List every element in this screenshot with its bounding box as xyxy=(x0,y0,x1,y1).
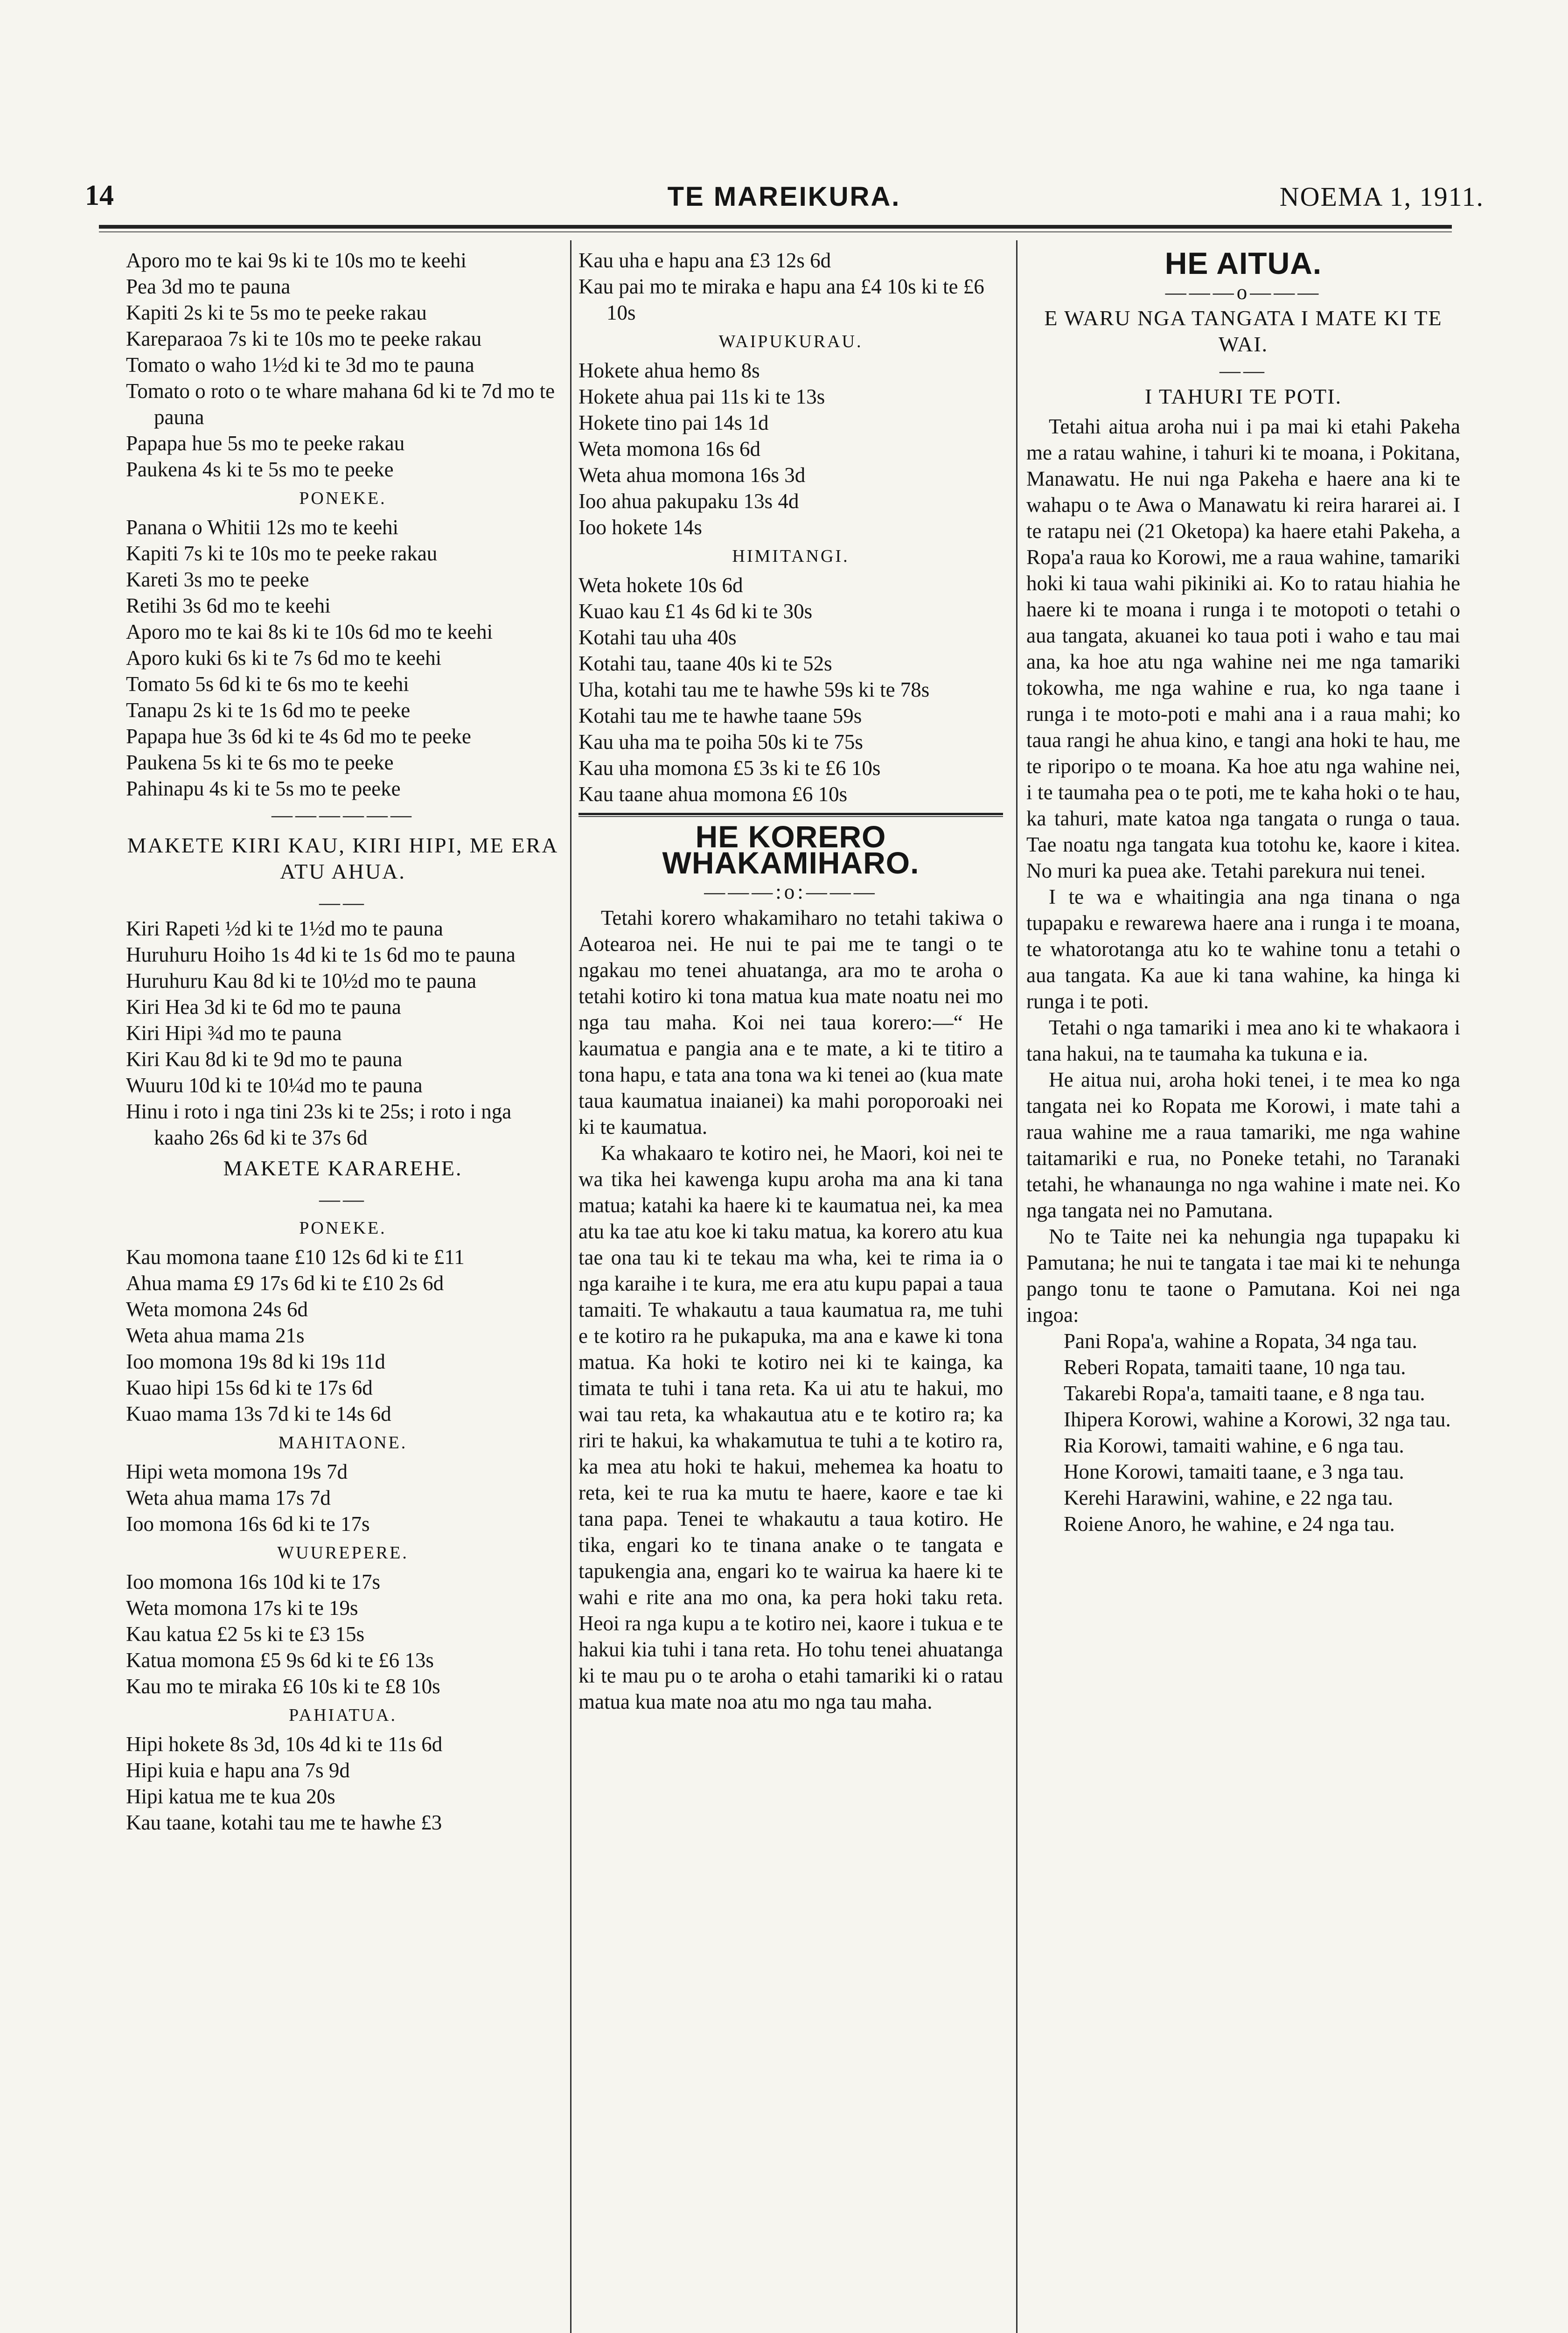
price-line: Papapa hue 3s 6d ki te 4s 6d mo te peeke xyxy=(126,725,471,748)
price-line: Huruhuru Hoiho 1s 4d ki te 1s 6d mo te pauna xyxy=(126,943,516,966)
price-line: Kau taane, kotahi tau me te hawhe £3 xyxy=(126,1811,442,1834)
article-paragraph: Tetahi korero whakamiharo no tetahi takiwa o Aotearoa nei. He nui te pai me te tangi o te ngakau mo tenei ahuatanga, ara mo te aroha o tetahi kotiro ki tona matua kua mate noatu nei mo nga tau maha. Koi nei taua korero:—“ He kaumatua e pangia ana e te mate, a ki te titiro a tona hapu, e tata ana tona wa ki tenei ao (kua mate taua kaumatua inaianei) ka mahi poroporoaki nei ki te kaumatua. xyxy=(578,906,1009,1139)
price-line: Aporo mo te kai 9s ki te 10s mo te keehi xyxy=(126,249,467,272)
victim-list xyxy=(1026,1328,1460,1537)
price-line: Tomato 5s 6d ki te 6s mo te keehi xyxy=(126,672,409,696)
victim-entry: Takarebi Ropa'a, tamaiti taane, e 8 nga tau. xyxy=(1064,1382,1425,1405)
price-line: Kau taane ahua momona £6 10s xyxy=(578,782,848,806)
price-line: Hokete tino pai 14s 1d xyxy=(578,411,769,434)
price-line: Uha, kotahi tau me te hawhe 59s ki te 78s xyxy=(578,678,930,701)
price-line: Kiri Rapeti ½d ki te 1½d mo te pauna xyxy=(126,917,443,940)
victim-entry: Pani Ropa'a, wahine a Ropata, 34 nga tau. xyxy=(1064,1329,1417,1353)
article-rule-thin xyxy=(578,816,1003,817)
price-line: Kau uha ma te poiha 50s ki te 75s xyxy=(578,730,863,754)
price-line: Kau katua £2 5s ki te £3 15s xyxy=(126,1622,365,1646)
price-line: Kareparaoa 7s ki te 10s mo te peeke rakau xyxy=(126,327,482,350)
price-line: Kau pai mo te miraka e hapu ana £4 10s ki te £6 10s xyxy=(578,275,990,324)
article-body xyxy=(578,905,1009,1715)
price-line: Katua momona £5 9s 6d ki te £6 13s xyxy=(126,1648,434,1672)
accident-divider: ———o——— xyxy=(1165,280,1322,304)
price-line: Weta ahua momona 16s 3d xyxy=(578,463,806,487)
price-line: Kotahi tau uha 40s xyxy=(578,626,737,649)
victim-entry: Kerehi Harawini, wahine, e 22 nga tau. xyxy=(1064,1486,1393,1509)
price-list-stock-poneke xyxy=(126,1244,560,1427)
price-line: Ioo momona 16s 6d ki te 17s xyxy=(126,1512,370,1536)
price-line: Wuuru 10d ki te 10¼d mo te pauna xyxy=(126,1074,423,1097)
price-line: Hipi katua me te kua 20s xyxy=(126,1785,335,1808)
price-line: Kuao mama 13s 7d ki te 14s 6d xyxy=(126,1402,391,1425)
price-line: Kau momona taane £10 12s 6d ki te £11 xyxy=(126,1245,465,1269)
price-line: Paukena 4s ki te 5s mo te peeke xyxy=(126,458,394,481)
victim-entry: Reberi Ropata, tamaiti taane, 10 nga tau. xyxy=(1064,1355,1406,1379)
short-divider: —— xyxy=(1220,359,1267,382)
victim-entry: Ria Korowi, tamaiti wahine, e 6 nga tau. xyxy=(1064,1434,1404,1457)
accident-subheading: E WARU NGA TANGATA I MATE KI TE WAI. xyxy=(1044,306,1443,356)
section-heading-poneke: PONEKE. xyxy=(299,489,387,508)
article-paragraph: He aitua nui, aroha hoki tenei, i te mea ko nga tangata nei ko Ropata me Korowi, i mate tahi a raua wahine me a raua tamariki, me nga wahine taitamariki e rua, no Poneke tetahi, no Taranaki tetahi, he whanaunga no nga wahine i mate nei. Ko nga tangata nei no Pamutana. xyxy=(1026,1068,1466,1222)
price-line: Kareti 3s mo te peeke xyxy=(126,568,309,591)
short-divider: —— xyxy=(319,1187,367,1211)
section-heading-wuurepere: WUUREPERE. xyxy=(277,1543,409,1563)
section-heading-mahitaone: MAHITAONE. xyxy=(278,1433,408,1453)
price-list-mahitaone xyxy=(126,1459,560,1537)
page-number: 14 xyxy=(85,180,114,211)
column-stock-and-story xyxy=(578,247,1009,1715)
price-line: Weta momona 16s 6d xyxy=(578,437,761,461)
price-line: Ioo hokete 14s xyxy=(578,516,702,539)
article-rule xyxy=(578,813,1003,815)
victim-entry: Roiene Anoro, he wahine, e 24 nga tau. xyxy=(1064,1512,1395,1536)
price-line: Kiri Kau 8d ki te 9d mo te pauna xyxy=(126,1048,403,1071)
price-line: Pahinapu 4s ki te 5s mo te peeke xyxy=(126,777,401,800)
issue-date: NOEMA 1, 1911. xyxy=(1279,182,1484,212)
section-heading-pahiatua: PAHIATUA. xyxy=(288,1705,397,1725)
price-line: Weta hokete 10s 6d xyxy=(578,573,743,597)
price-line: Kuao hipi 15s 6d ki te 17s 6d xyxy=(126,1376,373,1399)
price-line: Tomato o waho 1½d ki te 3d mo te pauna xyxy=(126,353,474,377)
article-paragraph: No te Taite nei ka nehungia nga tupapaku ki Pamutana; he nui te tangata i tae mai ki te nehunga pango tonu te taone o Pamutana. Koi nei nga ingoa: xyxy=(1026,1225,1466,1327)
price-list-cattle xyxy=(578,247,1003,326)
price-line: Pea 3d mo te pauna xyxy=(126,275,291,298)
price-line: Huruhuru Kau 8d ki te 10½d mo te pauna xyxy=(126,969,477,992)
price-line: Kiri Hea 3d ki te 6d mo te pauna xyxy=(126,995,401,1019)
price-list-poneke xyxy=(126,514,560,802)
newspaper-title: TE MAREIKURA. xyxy=(667,182,901,212)
price-line: Kuao kau £1 4s 6d ki te 30s xyxy=(578,600,813,623)
column-market-prices xyxy=(126,247,560,1836)
price-line: Kiri Hipi ¾d mo te pauna xyxy=(126,1021,342,1045)
price-line: Weta momona 24s 6d xyxy=(126,1298,308,1321)
price-line: Kau mo te miraka £6 10s ki te £8 10s xyxy=(126,1675,440,1698)
price-line: Kotahi tau, taane 40s ki te 52s xyxy=(578,652,832,675)
accident-heading: HE AITUA. xyxy=(1164,246,1322,280)
price-line: Tanapu 2s ki te 1s 6d mo te peeke xyxy=(126,699,411,722)
price-line: Weta momona 17s ki te 19s xyxy=(126,1596,358,1620)
price-line: Paukena 5s ki te 6s mo te peeke xyxy=(126,751,394,774)
header-rule-thin xyxy=(99,231,1452,232)
price-line: Kau uha momona £5 3s ki te £6 10s xyxy=(578,756,881,780)
price-list-wuurepere xyxy=(126,1569,560,1699)
price-line: Panana o Whitii 12s mo te keehi xyxy=(126,516,399,539)
price-line: Aporo mo te kai 8s ki te 10s 6d mo te keehi xyxy=(126,620,493,643)
article-paragraph: Tetahi aitua aroha nui i pa mai ki etahi Pakeha me a ratau wahine, i tahuri ki te moana, i Pokitana, Manawatu. He nui nga Pakeha e haere ana ki te wahapu o te Awa o Manawatu ki reira hararei ai. I te ratapu nei (21 Oketopa) ka haere etahi Pakeha, a Ropa'a raua ko Korowi, me a raua wahine, tamariki hoki ki taua wahi pikiniki ai. Ko to ratau hiahia he haere ki te moana i runga i te motopoti o tetahi o aua tangata, akuanei ko taua poti i waho e tau mai ana, ka hoe atu nga wahine nei me nga tamariki tokowha, me nga wahine e rua, ko nga taane i runga i te moto-poti e mahi ana i a raua mahi; ko taua rangi he ahua kino, e tangi ana hoki te hau, me te riporipo o te moana. Ka hoe atu nga wahine nei, i te taumaha pea o te poti, me te kaha hoki o te hau, ka tahuri, mate katoa nga tangata o runga o taua. Tae noatu nga tangata kua totohu ke, kaore i kitea. No muri ka puea ake. Tetahi parekura nui tenei. xyxy=(1026,415,1466,882)
price-list-pahiatua xyxy=(126,1731,560,1836)
price-line: Kapiti 7s ki te 10s mo te peeke rakau xyxy=(126,542,438,565)
price-list-hides xyxy=(126,915,560,1151)
article-paragraph: I te wa e whaitingia ana nga tinana o nga tupapaku e rewarewa haere ana i runga i te moana, te whatorotanga atu ko te wahine tonu a tetahi o aua tangata. Ka aue ki tana wahine, ka hinga ki runga i te poti. xyxy=(1026,885,1466,1013)
section-heading-himitangi: HIMITANGI. xyxy=(732,546,850,566)
heading-makete-kararehe: MAKETE KARAREHE. xyxy=(223,1156,463,1180)
divider: —————— xyxy=(272,803,414,826)
price-line: Hokete ahua pai 11s ki te 13s xyxy=(578,385,825,408)
section-heading-poneke-2: PONEKE. xyxy=(299,1218,387,1238)
price-line: Hipi weta momona 19s 7d xyxy=(126,1460,348,1483)
price-line: Aporo kuki 6s ki te 7s 6d mo te keehi xyxy=(126,646,442,670)
column-divider-1 xyxy=(570,240,571,2333)
price-line: Weta ahua mama 21s xyxy=(126,1324,305,1347)
price-line: Ioo ahua pakupaku 13s 4d xyxy=(578,489,799,513)
masthead xyxy=(0,179,1568,217)
price-line: Kapiti 2s ki te 5s mo te peeke rakau xyxy=(126,301,427,324)
price-line: Retihi 3s 6d mo te keehi xyxy=(126,594,331,617)
article-divider: ———:o:——— xyxy=(704,880,878,903)
price-line: Hokete ahua hemo 8s xyxy=(578,359,760,382)
price-line: Hipi kuia e hapu ana 7s 9d xyxy=(126,1759,350,1782)
accident-body xyxy=(1026,413,1466,1328)
victim-entry: Ihipera Korowi, wahine a Korowi, 32 nga tau. xyxy=(1064,1408,1451,1431)
price-line: Kau uha e hapu ana £3 12s 6d xyxy=(578,249,831,272)
article-paragraph: Ka whakaaro te kotiro nei, he Maori, koi nei te wa tika hei kawenga kupu aroha ma ana ki tana matua; katahi ka haere ki te kaumatua nei, ka mea atu ka tae atu koe ki taku matua, ka korero atu kua tae ona tau ki te tekau ma wha, kei te rima ia o nga karaihe i te kura, me era atu kupu papai a taua tamaiti. Te whakautu a taua kaumatua ra, me tuhi e te kotiro ra he pukapuka, ma ana e kawe ki tona matua. Ka hoki te kotiro nei ki te kainga, ka timata te tuhi i tana reta. Ka ui atu te hakui, mo wai tau reta, ka whakautua atu e te kotiro ra; ka riri te hakui, ka whakamutua te tuhi a te kotiro ra, ka mea atu hoki te hakui, mehemea ka hoatu to reta, kei te rua ka mutu te haere, kaore e tae ki tana papa. Tenei te whakautu a taua kotiro. He tika, engari ko te tinana anake o te tangata e tapukengia ana, engari ko te wairua ka haere ki te wahi e rite ana mo ona, ka pera hoki taku reta. Heoi ra nga kupu a te kotiro nei, kaore i tukua e te hakui kia tuhi i tana reta. Ho tohu tenei ahuatanga ki te mau pu o te aroha o etahi tamariki ki o ratau matua kua mate noa atu mo nga tau maha. xyxy=(578,1141,1009,1713)
price-line: Ioo momona 19s 8d ki 19s 11d xyxy=(126,1350,385,1373)
article-heading: HE KORERO WHAKAMIHARO. xyxy=(662,819,920,880)
price-line: Weta ahua mama 17s 7d xyxy=(126,1486,331,1509)
price-list-waipukurau xyxy=(578,357,1003,540)
column-accident-report xyxy=(1026,246,1466,1537)
price-line: Hinu i roto i nga tini 23s ki te 25s; i roto i nga kaaho 26s 6d ki te 37s 6d xyxy=(126,1100,517,1149)
price-line: Hipi hokete 8s 3d, 10s 4d ki te 11s 6d xyxy=(126,1732,443,1756)
price-line: Ioo momona 16s 10d ki te 17s xyxy=(126,1570,380,1593)
victim-entry: Hone Korowi, tamaiti taane, e 3 nga tau. xyxy=(1064,1460,1404,1483)
heading-makete-kiri: MAKETE KIRI KAU, KIRI HIPI, ME ERA ATU AHUA. xyxy=(127,833,559,883)
price-line: Tomato o roto o te whare mahana 6d ki te 7d mo te pauna xyxy=(126,379,560,429)
article-paragraph: Tetahi o nga tamariki i mea ano ki te whakaora i tana hakui, na te taumaha ka tukuna e ia. xyxy=(1026,1016,1466,1065)
header-rule xyxy=(99,225,1452,229)
price-line: Kotahi tau me te hawhe taane 59s xyxy=(578,704,862,727)
price-line: Ahua mama £9 17s 6d ki te £10 2s 6d xyxy=(126,1271,444,1295)
short-divider: —— xyxy=(319,891,367,914)
accident-subheading-2: I TAHURI TE POTI. xyxy=(1144,384,1342,408)
price-list-a xyxy=(126,247,560,482)
price-line: Papapa hue 5s mo te peeke rakau xyxy=(126,432,405,455)
price-list-himitangi xyxy=(578,572,1003,807)
column-divider-2 xyxy=(1016,240,1017,2333)
section-heading-waipukurau: WAIPUKURAU. xyxy=(718,332,863,351)
